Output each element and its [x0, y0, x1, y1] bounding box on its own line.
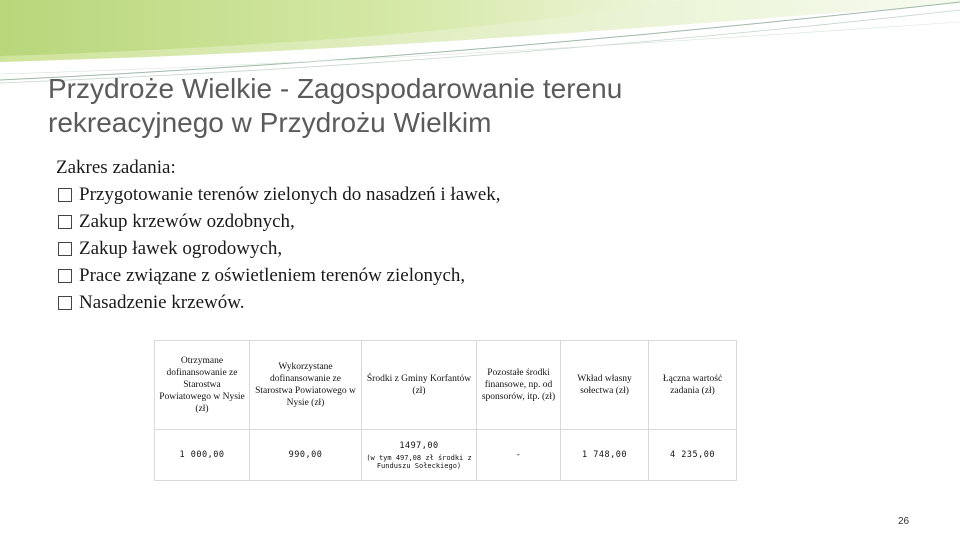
- task-label: Zakup ławek ogrodowych,: [79, 238, 283, 259]
- task-label: Zakup krzewów ozdobnych,: [79, 211, 295, 232]
- gmina-funds-note: (w tym 497,08 zł środki z Funduszu Sołeckiego): [366, 454, 472, 470]
- checkbox-bullet-icon: [58, 269, 72, 283]
- slide-title-line-1: Przydroże Wielkie - Zagospodarowanie terenu: [48, 73, 623, 104]
- value-cell-total-value: 4 235,00: [649, 430, 737, 481]
- value-cell-gmina-funds: [362, 430, 477, 481]
- checkbox-bullet-icon: [58, 188, 72, 202]
- header-cell-other-funds: Pozostałe środki finansowe, np. od sponsorów, itp. (zł): [477, 341, 561, 430]
- scope-section: [56, 154, 876, 316]
- header-cell-used-subsidy: Wykorzystane dofinansowanie ze Starostwa Powiatowego w Nysie (zł): [250, 341, 362, 430]
- value-cell-used-subsidy: 990,00: [250, 430, 362, 481]
- value-cell-received-subsidy: 1 000,00: [155, 430, 250, 481]
- checkbox-bullet-icon: [58, 242, 72, 256]
- table-row: [155, 430, 737, 481]
- value-cell-own-contribution: 1 748,00: [561, 430, 649, 481]
- task-label: Nasadzenie krzewów.: [79, 292, 245, 313]
- slide-title-line-2: rekreacyjnego w Przydrożu Wielkim: [48, 107, 492, 138]
- task-label: Prace związane z oświetleniem terenów zielonych,: [79, 265, 466, 286]
- task-item: [56, 208, 876, 235]
- header-cell-received-subsidy: Otrzymane dofinansowanie ze Starostwa Powiatowego w Nysie (zł): [155, 341, 250, 430]
- header-cell-gmina-funds: Środki z Gminy Korfantów (zł): [362, 341, 477, 430]
- value-cell-other-funds: -: [477, 430, 561, 481]
- funding-table: [154, 340, 737, 481]
- task-item: [56, 262, 876, 289]
- header-cell-own-contribution: Wkład własny sołectwa (zł): [561, 341, 649, 430]
- task-label: Przygotowanie terenów zielonych do nasadzeń i ławek,: [79, 184, 501, 205]
- slide-title: [48, 72, 908, 140]
- task-item: [56, 181, 876, 208]
- checkbox-bullet-icon: [58, 215, 72, 229]
- task-item: [56, 235, 876, 262]
- header-cell-total-value: Łączna wartość zadania (zł): [649, 341, 737, 430]
- page-number: 26: [898, 516, 910, 527]
- checkbox-bullet-icon: [58, 296, 72, 310]
- gmina-funds-amount: 1497,00: [399, 441, 439, 451]
- scope-heading: Zakres zadania:: [56, 157, 176, 178]
- task-item: [56, 289, 876, 316]
- table-header-row: [155, 341, 737, 430]
